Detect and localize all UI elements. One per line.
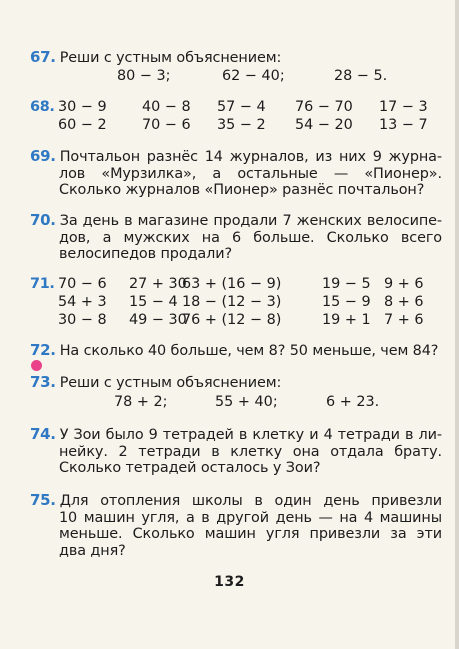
task-number: 75. bbox=[30, 491, 56, 509]
expression: 40 − 8 bbox=[142, 99, 191, 115]
task-text-line: лов «Мурзилка», а остальные — «Пионер». bbox=[59, 165, 442, 182]
expression: 19 − 5 bbox=[322, 276, 371, 292]
expression: 30 − 8 bbox=[58, 312, 107, 328]
expression: 54 + 3 bbox=[58, 294, 107, 310]
expression: 80 − 3; bbox=[117, 68, 171, 84]
task-text-line: дов, а мужских на 6 больше. Сколько всего bbox=[59, 229, 442, 246]
expression: 6 + 23. bbox=[326, 394, 380, 410]
task-text-line: нейку. 2 тетради в клетку она отдала брату. bbox=[59, 443, 442, 460]
expression: 17 − 3 bbox=[379, 99, 428, 115]
task-73 bbox=[30, 374, 442, 392]
expression: 78 + 2; bbox=[114, 394, 168, 410]
task-number: 72. bbox=[30, 341, 56, 359]
expression: 27 + 30 bbox=[129, 276, 187, 292]
expression: 76 − 70 bbox=[295, 99, 353, 115]
expression: 57 − 4 bbox=[217, 99, 266, 115]
expression: 13 − 7 bbox=[379, 117, 428, 133]
task-number: 70. bbox=[30, 211, 56, 229]
task-text-line: Сколько тетрадей осталось у Зои? bbox=[59, 460, 321, 477]
expression: 7 + 6 bbox=[384, 312, 424, 328]
task-67 bbox=[30, 49, 442, 67]
expression: 8 + 6 bbox=[384, 294, 424, 310]
expression: 70 − 6 bbox=[58, 276, 107, 292]
expression: 19 + 1 bbox=[322, 312, 371, 328]
expression: 60 − 2 bbox=[58, 117, 107, 133]
task-text-line: Почтальон разнёс 14 журналов, из них 9 журна- bbox=[59, 149, 442, 165]
task-text-line: 10 машин угля, а в другой день — на 4 машины bbox=[59, 509, 442, 526]
expression: 62 − 40; bbox=[222, 68, 285, 84]
task-69 bbox=[30, 148, 442, 199]
task-text-line: велосипедов продали? bbox=[59, 246, 232, 263]
task-text-line: За день в магазине продали 7 женских велосипе- bbox=[59, 213, 442, 229]
task-72 bbox=[30, 342, 442, 360]
task-number: 69. bbox=[30, 147, 56, 165]
expression: 76 + (12 − 8) bbox=[182, 312, 282, 328]
page-edge bbox=[455, 0, 459, 649]
task-text-line: У Зои было 9 тетрадей в клетку и 4 тетради в ли- bbox=[59, 427, 442, 443]
expression: 15 − 9 bbox=[322, 294, 371, 310]
expression: 28 − 5. bbox=[334, 68, 388, 84]
task-number: 67. bbox=[30, 48, 56, 66]
expression: 54 − 20 bbox=[295, 117, 353, 133]
task-text-line: меньше. Сколько машин угля привезли за эти bbox=[59, 526, 442, 543]
task-text-line: два дня? bbox=[59, 542, 126, 559]
task-70 bbox=[30, 212, 442, 263]
expression: 55 + 40; bbox=[215, 394, 278, 410]
expression: 35 − 2 bbox=[217, 117, 266, 133]
page-number: 132 bbox=[214, 574, 245, 590]
task-text: Реши с устным объяснением: bbox=[59, 375, 282, 391]
task-number: 74. bbox=[30, 425, 56, 443]
expression: 49 − 30 bbox=[129, 312, 187, 328]
task-text-line: Для отопления школы в один день привезли bbox=[59, 493, 442, 509]
expression: 30 − 9 bbox=[58, 99, 107, 115]
task-number: 71. bbox=[30, 276, 55, 292]
task-75 bbox=[30, 492, 442, 559]
task-text-line: Сколько журналов «Пионер» разнёс почтальон? bbox=[59, 182, 425, 199]
expression: 15 − 4 bbox=[129, 294, 178, 310]
task-number: 73. bbox=[30, 373, 56, 391]
expression: 18 − (12 − 3) bbox=[182, 294, 282, 310]
task-text: На сколько 40 больше, чем 8? 50 меньше, чем 84? bbox=[59, 343, 439, 359]
expression: 63 + (16 − 9) bbox=[182, 276, 282, 292]
task-text: Реши с устным объяснением: bbox=[59, 50, 282, 66]
expression: 9 + 6 bbox=[384, 276, 424, 292]
expression: 70 − 6 bbox=[142, 117, 191, 133]
task-74 bbox=[30, 426, 442, 477]
marker-dot bbox=[31, 360, 42, 371]
task-number: 68. bbox=[30, 99, 55, 115]
